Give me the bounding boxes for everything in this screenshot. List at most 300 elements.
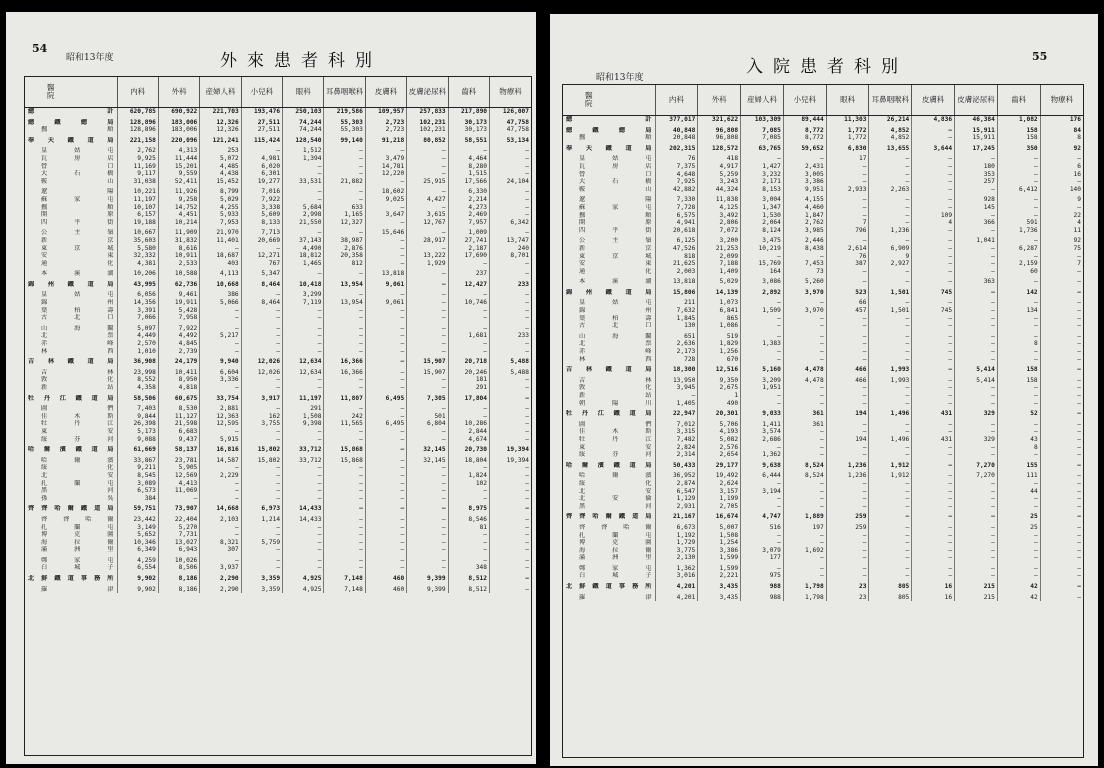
value-cell: — bbox=[365, 252, 406, 260]
value-cell: 15,806 bbox=[655, 289, 698, 297]
value-cell: — bbox=[826, 237, 869, 245]
value-cell: — bbox=[365, 332, 406, 340]
value-cell: — bbox=[407, 204, 448, 212]
value-cell: 4,313 bbox=[158, 147, 199, 155]
value-cell: — bbox=[741, 480, 784, 488]
table-row bbox=[25, 252, 531, 260]
value-cell: 3,475 bbox=[741, 237, 784, 245]
value-cell: 128,572 bbox=[698, 145, 741, 153]
table-row bbox=[25, 299, 531, 307]
value-cell: — bbox=[283, 539, 324, 547]
value-cell: 8,280 bbox=[448, 163, 489, 171]
value-cell: 796 bbox=[826, 227, 869, 235]
value-cell: 9 bbox=[1077, 196, 1081, 204]
value-cell: — bbox=[365, 307, 406, 315]
value-cell: 20,718 bbox=[448, 358, 489, 366]
subtotal-row bbox=[563, 289, 1083, 297]
value-cell: 176 bbox=[1069, 116, 1081, 123]
value-cell: 4,836 bbox=[912, 116, 955, 124]
value-cell: — bbox=[324, 340, 365, 348]
value-cell: 4,125 bbox=[698, 204, 741, 212]
value-cell: 1,772 bbox=[826, 134, 869, 142]
table-row bbox=[563, 472, 1083, 480]
value-cell: — bbox=[200, 524, 241, 532]
value-cell: — bbox=[448, 546, 489, 554]
value-cell: 74,244 bbox=[283, 126, 324, 134]
value-cell: — bbox=[997, 572, 1040, 580]
table-row bbox=[25, 170, 531, 178]
value-cell: 1,681 bbox=[448, 332, 489, 340]
value-cell: 8 bbox=[997, 340, 1040, 348]
value-cell: 60,675 bbox=[158, 395, 199, 403]
value-cell: 5,933 bbox=[200, 211, 241, 219]
value-cell: — bbox=[826, 539, 869, 547]
hospital-name: 赤峰 bbox=[25, 340, 117, 348]
value-cell: 180 bbox=[955, 163, 998, 171]
hospital-name: 山海關 bbox=[25, 325, 117, 333]
value-cell: — bbox=[912, 227, 955, 235]
value-cell: — bbox=[241, 332, 282, 340]
value-cell: — bbox=[407, 428, 448, 436]
value-cell: 10,107 bbox=[117, 204, 158, 212]
value-cell: — bbox=[407, 307, 448, 315]
value-cell: 5,609 bbox=[241, 211, 282, 219]
value-cell: — bbox=[741, 356, 784, 364]
hospital-name: 東京城 bbox=[563, 253, 655, 261]
value-cell: — bbox=[407, 170, 448, 178]
value-cell: — bbox=[1077, 593, 1081, 601]
value-cell: — bbox=[407, 405, 448, 413]
value-cell: — bbox=[407, 524, 448, 532]
value-cell: 8,701 bbox=[510, 252, 529, 260]
value-cell: 387 bbox=[826, 260, 869, 268]
value-cell: 233 bbox=[517, 332, 529, 340]
value-cell: — bbox=[912, 237, 955, 245]
value-cell: — bbox=[241, 436, 282, 444]
value-cell: 10,206 bbox=[117, 270, 158, 278]
value-cell: 1,236 bbox=[869, 227, 912, 235]
value-cell: 75 bbox=[1073, 244, 1081, 252]
value-cell: — bbox=[741, 348, 784, 356]
table-row bbox=[563, 268, 1083, 276]
value-cell: 1,599 bbox=[698, 565, 741, 573]
value-cell: — bbox=[912, 186, 955, 194]
hospital-name: 安東 bbox=[563, 260, 655, 268]
value-cell: — bbox=[997, 495, 1040, 503]
value-cell: 3,937 bbox=[200, 564, 241, 572]
value-cell: 1,512 bbox=[283, 147, 324, 155]
hospital-name: 東京城 bbox=[25, 245, 117, 253]
value-cell: 516 bbox=[741, 524, 784, 532]
hospital-name: 鞍山 bbox=[25, 178, 117, 186]
value-cell: 6,412 bbox=[997, 186, 1040, 194]
value-cell: — bbox=[997, 278, 1040, 286]
value-cell: 32,145 bbox=[407, 446, 448, 454]
value-cell: — bbox=[525, 147, 529, 155]
value-cell: 490 bbox=[698, 400, 741, 408]
value-cell: — bbox=[912, 299, 955, 307]
value-cell: 3,243 bbox=[698, 178, 741, 186]
value-cell: 291 bbox=[283, 405, 324, 413]
value-cell: — bbox=[741, 503, 784, 511]
value-cell: 2,103 bbox=[200, 516, 241, 524]
value-cell: — bbox=[826, 392, 869, 400]
value-cell: 460 bbox=[365, 586, 406, 594]
hospital-name: 大石橋 bbox=[25, 170, 117, 178]
value-cell: 4,485 bbox=[200, 163, 241, 171]
value-cell: 128,896 bbox=[117, 119, 158, 127]
value-cell: 651 bbox=[655, 333, 698, 341]
value-cell: — bbox=[407, 291, 448, 299]
value-cell: — bbox=[525, 203, 529, 211]
value-cell: — bbox=[912, 428, 955, 436]
hospital-name: 新站 bbox=[563, 392, 655, 400]
value-cell: 219,586 bbox=[324, 108, 365, 116]
value-cell: 22,404 bbox=[158, 516, 199, 524]
value-cell: — bbox=[283, 564, 324, 572]
value-cell: — bbox=[525, 376, 529, 384]
hospital-name: 開原 bbox=[25, 211, 117, 219]
hospital-name: 牡丹江鐵道局 bbox=[25, 395, 117, 403]
value-cell: — bbox=[955, 565, 998, 573]
value-cell: — bbox=[997, 212, 1040, 220]
value-cell: — bbox=[407, 505, 448, 513]
value-cell: 745 bbox=[912, 307, 955, 315]
value-cell: — bbox=[1077, 299, 1081, 307]
value-cell: 350 bbox=[997, 145, 1040, 153]
value-cell: 1,736 bbox=[997, 227, 1040, 235]
value-cell: 21,550 bbox=[283, 219, 324, 227]
value-cell: 96,808 bbox=[698, 127, 741, 135]
value-cell: — bbox=[869, 340, 912, 348]
value-cell: — bbox=[869, 532, 912, 540]
value-cell: 221,158 bbox=[117, 137, 158, 145]
value-cell: 812 bbox=[324, 260, 365, 268]
value-cell: 211 bbox=[655, 299, 698, 307]
subtotal-row bbox=[563, 366, 1083, 374]
value-cell: — bbox=[997, 400, 1040, 408]
value-cell: 20,669 bbox=[241, 237, 282, 245]
value-cell: — bbox=[955, 333, 998, 341]
table-row bbox=[25, 237, 531, 245]
table-row bbox=[25, 147, 531, 155]
value-cell: 5,414 bbox=[955, 377, 998, 385]
value-cell: 9,399 bbox=[407, 575, 448, 583]
value-cell: 58,506 bbox=[117, 395, 158, 403]
value-cell: 3,574 bbox=[741, 428, 784, 436]
hospital-name: 羅津 bbox=[25, 586, 117, 594]
table-row bbox=[563, 547, 1083, 555]
value-cell: — bbox=[1077, 155, 1081, 163]
value-cell: — bbox=[200, 495, 241, 503]
value-cell: — bbox=[826, 204, 869, 212]
value-cell: 4,478 bbox=[783, 377, 826, 385]
value-cell: 745 bbox=[912, 289, 955, 297]
value-cell: 44 bbox=[997, 488, 1040, 496]
value-cell: — bbox=[324, 516, 365, 524]
value-cell: — bbox=[365, 340, 406, 348]
value-cell: — bbox=[324, 495, 365, 503]
table-row bbox=[563, 178, 1083, 186]
table-row bbox=[563, 278, 1083, 286]
value-cell: 58,137 bbox=[158, 446, 199, 454]
subtotal-row bbox=[563, 116, 1083, 124]
value-cell: — bbox=[1077, 278, 1081, 286]
value-cell: 15,911 bbox=[955, 127, 998, 135]
right-page bbox=[550, 14, 1098, 766]
value-cell: 1,009 bbox=[448, 229, 489, 237]
value-cell: — bbox=[407, 332, 448, 340]
value-cell: 259 bbox=[826, 513, 869, 521]
value-cell: — bbox=[283, 495, 324, 503]
value-cell: 1,394 bbox=[283, 155, 324, 163]
value-cell: — bbox=[912, 356, 955, 364]
value-cell: — bbox=[1077, 332, 1081, 340]
value-cell: — bbox=[826, 322, 869, 330]
value-cell: 9,437 bbox=[158, 436, 199, 444]
table-row bbox=[563, 260, 1083, 268]
table-row bbox=[563, 204, 1083, 212]
value-cell: — bbox=[365, 358, 406, 366]
value-cell: — bbox=[448, 260, 489, 268]
value-cell: — bbox=[912, 278, 955, 286]
hospital-name: 林西 bbox=[25, 348, 117, 356]
value-cell: — bbox=[1077, 252, 1081, 260]
value-cell: 66 bbox=[826, 299, 869, 307]
value-cell: 7 bbox=[826, 219, 869, 227]
value-cell: 805 bbox=[869, 594, 912, 602]
value-cell: — bbox=[912, 333, 955, 341]
value-cell: — bbox=[869, 356, 912, 364]
table-row bbox=[563, 299, 1083, 307]
value-cell: 1,530 bbox=[741, 212, 784, 220]
value-cell: 1,729 bbox=[655, 539, 698, 547]
value-cell: — bbox=[241, 348, 282, 356]
value-cell: — bbox=[241, 405, 282, 413]
hospital-name: 總計 bbox=[25, 108, 117, 116]
value-cell: 460 bbox=[365, 575, 406, 583]
value-cell: — bbox=[241, 531, 282, 539]
value-cell: 2,446 bbox=[783, 237, 826, 245]
value-cell: 62,736 bbox=[158, 281, 199, 289]
value-cell: 3,005 bbox=[783, 171, 826, 179]
value-cell: 145 bbox=[955, 204, 998, 212]
value-cell: — bbox=[869, 348, 912, 356]
hospital-name: 撫順 bbox=[563, 134, 655, 142]
table-row bbox=[563, 227, 1083, 235]
value-cell: 15,646 bbox=[365, 229, 406, 237]
value-cell: 23,998 bbox=[117, 369, 158, 377]
value-cell: 8 bbox=[1077, 134, 1081, 142]
value-cell: 25 bbox=[997, 513, 1040, 521]
value-cell: — bbox=[365, 505, 406, 513]
value-cell: 21,253 bbox=[698, 245, 741, 253]
value-cell: — bbox=[1077, 314, 1081, 322]
value-cell: — bbox=[997, 554, 1040, 562]
value-cell: 12,327 bbox=[324, 219, 365, 227]
value-cell: — bbox=[741, 539, 784, 547]
value-cell: 1,798 bbox=[783, 583, 826, 591]
value-cell: — bbox=[525, 259, 529, 267]
value-cell: 1,165 bbox=[324, 211, 365, 219]
value-cell: — bbox=[200, 464, 241, 472]
hospital-name: 海拉爾 bbox=[25, 539, 117, 547]
value-cell: 7,403 bbox=[117, 405, 158, 413]
value-cell: — bbox=[869, 513, 912, 521]
value-cell: 11,565 bbox=[324, 420, 365, 428]
value-cell: 9,844 bbox=[117, 413, 158, 421]
value-cell: — bbox=[783, 348, 826, 356]
value-cell: — bbox=[997, 356, 1040, 364]
value-cell: — bbox=[997, 480, 1040, 488]
value-cell: 46,384 bbox=[955, 116, 998, 124]
value-cell: 61,669 bbox=[117, 446, 158, 454]
value-cell: 9,638 bbox=[741, 462, 784, 470]
value-cell: — bbox=[826, 268, 869, 276]
value-cell: — bbox=[283, 314, 324, 322]
value-cell: — bbox=[1077, 267, 1081, 275]
value-cell: 12,271 bbox=[241, 252, 282, 260]
value-cell: — bbox=[241, 464, 282, 472]
value-cell: — bbox=[912, 565, 955, 573]
value-cell: — bbox=[955, 348, 998, 356]
value-cell: — bbox=[283, 307, 324, 315]
value-cell: 377,017 bbox=[655, 116, 698, 124]
value-cell: — bbox=[283, 487, 324, 495]
value-cell: — bbox=[1077, 428, 1081, 436]
table-body bbox=[563, 116, 1083, 602]
value-cell: 1,501 bbox=[869, 289, 912, 297]
value-cell: — bbox=[283, 229, 324, 237]
value-cell: 8,616 bbox=[158, 245, 199, 253]
value-cell: 1 bbox=[698, 392, 741, 400]
value-cell: — bbox=[955, 444, 998, 452]
value-cell: 1,411 bbox=[741, 421, 784, 429]
value-cell: — bbox=[826, 315, 869, 323]
value-cell: 16,366 bbox=[324, 369, 365, 377]
table-row bbox=[25, 332, 531, 340]
value-cell: — bbox=[324, 291, 365, 299]
value-cell: 7,270 bbox=[955, 472, 998, 480]
value-cell: — bbox=[955, 186, 998, 194]
hospital-name: 安東 bbox=[25, 252, 117, 260]
value-cell: 3,970 bbox=[783, 289, 826, 297]
value-cell: 9,398 bbox=[283, 420, 324, 428]
value-cell: 25 bbox=[997, 524, 1040, 532]
hospital-name: 北鮮鐵道事務所 bbox=[563, 583, 655, 591]
subtotal-row bbox=[25, 395, 531, 403]
value-cell: 1,427 bbox=[741, 163, 784, 171]
value-cell: 7,375 bbox=[655, 163, 698, 171]
value-cell: 29,177 bbox=[698, 462, 741, 470]
value-cell: — bbox=[1077, 564, 1081, 572]
value-cell: 12,427 bbox=[448, 281, 489, 289]
hospital-name: 四平街 bbox=[563, 227, 655, 235]
value-cell: — bbox=[283, 546, 324, 554]
value-cell: — bbox=[783, 436, 826, 444]
value-cell: — bbox=[365, 480, 406, 488]
value-cell: 6,444 bbox=[741, 472, 784, 480]
value-cell: 1,465 bbox=[283, 260, 324, 268]
value-cell: — bbox=[955, 513, 998, 521]
value-cell: 5,217 bbox=[200, 332, 241, 340]
value-cell: 194 bbox=[826, 436, 869, 444]
value-cell: — bbox=[283, 163, 324, 171]
value-cell: 2,171 bbox=[741, 178, 784, 186]
value-cell: 1,847 bbox=[783, 212, 826, 220]
value-cell: — bbox=[1077, 495, 1081, 503]
subtotal-row bbox=[25, 446, 531, 454]
value-cell: — bbox=[783, 299, 826, 307]
table-row bbox=[25, 487, 531, 495]
value-cell: — bbox=[407, 480, 448, 488]
hospital-name: 齊齊哈爾鐵道局 bbox=[25, 505, 117, 513]
value-cell: — bbox=[200, 428, 241, 436]
value-cell: 7,016 bbox=[241, 188, 282, 196]
value-cell: — bbox=[407, 516, 448, 524]
value-cell: 12,363 bbox=[200, 413, 241, 421]
value-cell: 2,705 bbox=[698, 503, 741, 511]
value-cell: — bbox=[955, 451, 998, 459]
hospital-name: 遼陽 bbox=[563, 196, 655, 204]
table-row bbox=[563, 245, 1083, 253]
value-cell: 6,125 bbox=[655, 237, 698, 245]
table-frame bbox=[24, 76, 532, 756]
value-cell: 361 bbox=[783, 410, 826, 418]
value-cell: — bbox=[407, 229, 448, 237]
table-row bbox=[25, 413, 531, 421]
value-cell: — bbox=[448, 464, 489, 472]
table-row bbox=[25, 340, 531, 348]
column-header: 内科 bbox=[117, 77, 158, 108]
value-cell: — bbox=[448, 405, 489, 413]
value-cell: — bbox=[365, 516, 406, 524]
value-cell: — bbox=[869, 565, 912, 573]
value-cell: — bbox=[241, 557, 282, 565]
value-cell: — bbox=[783, 488, 826, 496]
value-cell: 4,845 bbox=[158, 340, 199, 348]
value-cell: 47,758 bbox=[506, 126, 529, 134]
value-cell: — bbox=[1077, 384, 1081, 392]
value-cell: 2,469 bbox=[448, 211, 489, 219]
value-cell: — bbox=[365, 446, 406, 454]
value-cell: 1,993 bbox=[869, 366, 912, 374]
value-cell: 3,004 bbox=[741, 196, 784, 204]
value-cell: 89,444 bbox=[783, 116, 826, 124]
value-cell: — bbox=[448, 325, 489, 333]
value-cell: 253 bbox=[200, 147, 241, 155]
value-cell: 975 bbox=[741, 572, 784, 580]
value-cell: — bbox=[826, 212, 869, 220]
value-cell: 6,830 bbox=[826, 145, 869, 153]
value-cell: 3,359 bbox=[241, 575, 282, 583]
value-cell: 6,973 bbox=[241, 505, 282, 513]
value-cell: 8,464 bbox=[241, 299, 282, 307]
value-cell: — bbox=[407, 314, 448, 322]
value-cell: 15,907 bbox=[407, 369, 448, 377]
value-cell: — bbox=[912, 171, 955, 179]
value-cell: — bbox=[869, 163, 912, 171]
table-row bbox=[563, 212, 1083, 220]
value-cell: 177 bbox=[741, 554, 784, 562]
value-cell: — bbox=[283, 557, 324, 565]
value-cell: — bbox=[407, 472, 448, 480]
value-cell: — bbox=[241, 564, 282, 572]
hospital-name: 北安 bbox=[25, 472, 117, 480]
table-row bbox=[563, 524, 1083, 532]
value-cell: 3,917 bbox=[241, 395, 282, 403]
value-cell: — bbox=[869, 495, 912, 503]
